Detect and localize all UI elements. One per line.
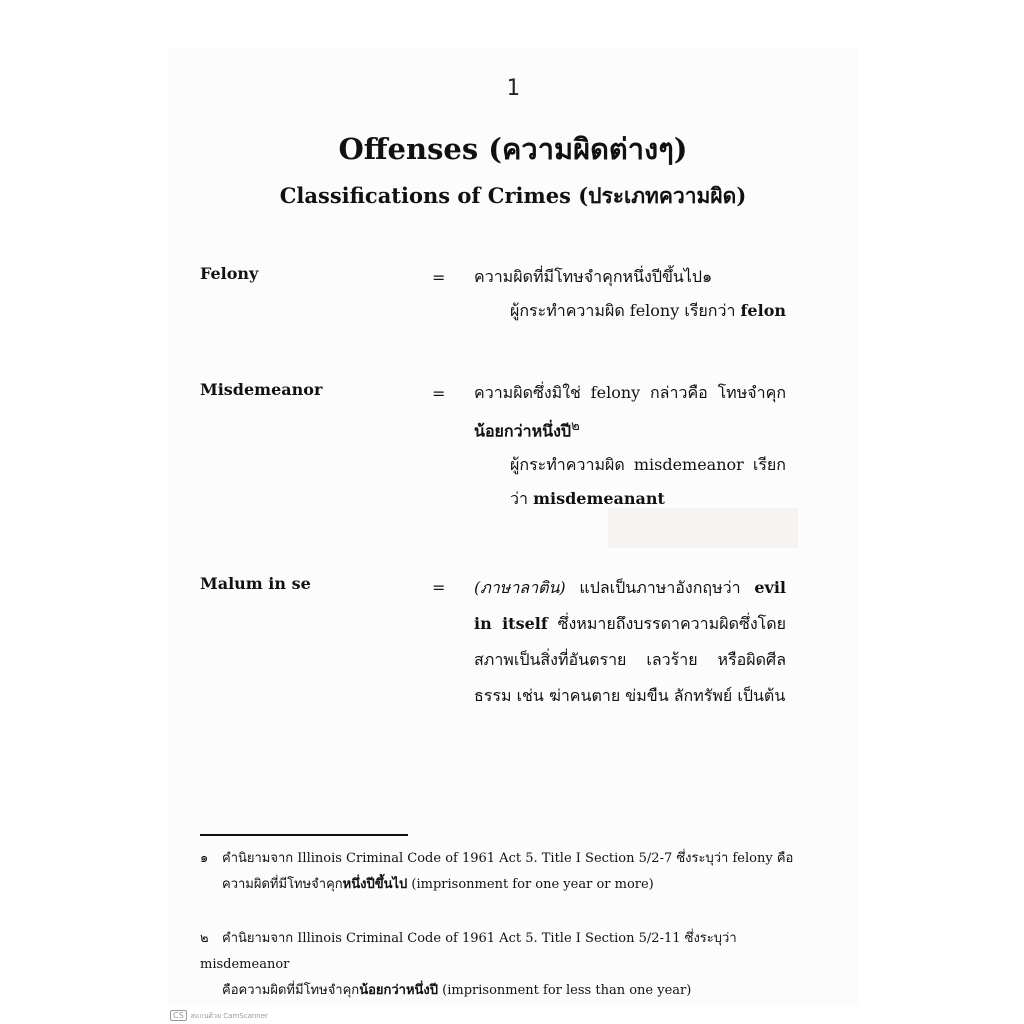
footnote-2	[200, 926, 800, 1004]
definition-line: ความผิดที่มีโทษจำคุกหนึ่งปีขึ้นไป๑	[474, 267, 713, 286]
definition-misdemeanor	[474, 376, 786, 516]
page-subtitle: Classifications of Crimes (ประเภทความผิด)	[279, 183, 747, 208]
equals-sign: =	[432, 384, 446, 403]
footnote-text: คือความผิดที่มีโทษจำคุก	[222, 983, 360, 998]
scanner-watermark	[170, 1010, 268, 1022]
definition-term: evil in itself	[474, 578, 786, 633]
definition-term: felon	[740, 301, 786, 320]
equals-sign: =	[432, 268, 446, 287]
equals-sign: =	[432, 578, 446, 597]
definition-text: ผู้กระทำความผิด felony เรียกว่า	[509, 301, 741, 320]
footnote-divider	[200, 834, 408, 836]
footnote-emphasis: น้อยกว่าหนึ่งปี	[359, 983, 439, 998]
term-malum-in-se: Malum in se	[200, 574, 311, 593]
definition-paragraph	[474, 448, 786, 516]
definition-text: แปลเป็นภาษาอังกฤษว่า	[565, 578, 755, 597]
definition-line	[474, 294, 786, 328]
footnote-text: ความผิดที่มีโทษจำคุก	[222, 877, 343, 892]
footnote-text: คำนิยามจาก Illinois Criminal Code of 1961 Act 5. Title I Section 5/2-7 ซึ่งระบุว่า felony คือ	[222, 851, 794, 866]
footnote-ref: ๒	[571, 419, 580, 434]
page-title: Offenses (ความผิดต่างๆ)	[338, 132, 688, 166]
scanner-text: สแกนด้วย CamScanner	[190, 1012, 268, 1020]
definition-felony	[474, 260, 786, 328]
definition-paragraph	[474, 376, 786, 448]
page-number: 1	[506, 76, 520, 101]
document-page	[168, 48, 858, 1006]
footnote-mark: ๑	[200, 851, 209, 866]
definition-language: (ภาษาลาติน)	[474, 578, 566, 597]
footnote-text: (imprisonment for one year or more)	[407, 877, 654, 892]
scanner-logo-icon: CS	[170, 1010, 187, 1021]
definition-text: ความผิดซึ่งมิใช่ felony กล่าวคือ โทษจำคุก	[474, 383, 786, 402]
term-misdemeanor: Misdemeanor	[200, 380, 323, 399]
definition-text: ซึ่งหมายถึงบรรดาความผิดซึ่งโดยสภาพเป็นสิ่งที่อันตราย เลวร้าย หรือผิดศีลธรรม เช่น ฆ่าคนตาย ข่มขืน ลักทรัพย์ เป็นต้น	[474, 614, 786, 705]
definition-term: misdemeanant	[533, 489, 665, 509]
footnote-emphasis: หนึ่งปีขึ้นไป	[342, 877, 408, 892]
footnote-1	[200, 846, 800, 898]
definition-text: ผู้กระทำความผิด misdemeanor เรียก ว่า	[510, 455, 786, 509]
footnote-text: (imprisonment for less than one year)	[438, 983, 692, 998]
term-felony: Felony	[200, 264, 259, 283]
footnote-text: คำนิยามจาก Illinois Criminal Code of 1961 Act 5. Title I Section 5/2-11 ซึ่งระบุว่า misdemeanor	[200, 931, 737, 972]
definition-term: น้อยกว่าหนึ่งปี	[474, 421, 572, 441]
footnote-mark: ๒	[200, 931, 209, 946]
definition-malum-in-se	[474, 570, 786, 714]
